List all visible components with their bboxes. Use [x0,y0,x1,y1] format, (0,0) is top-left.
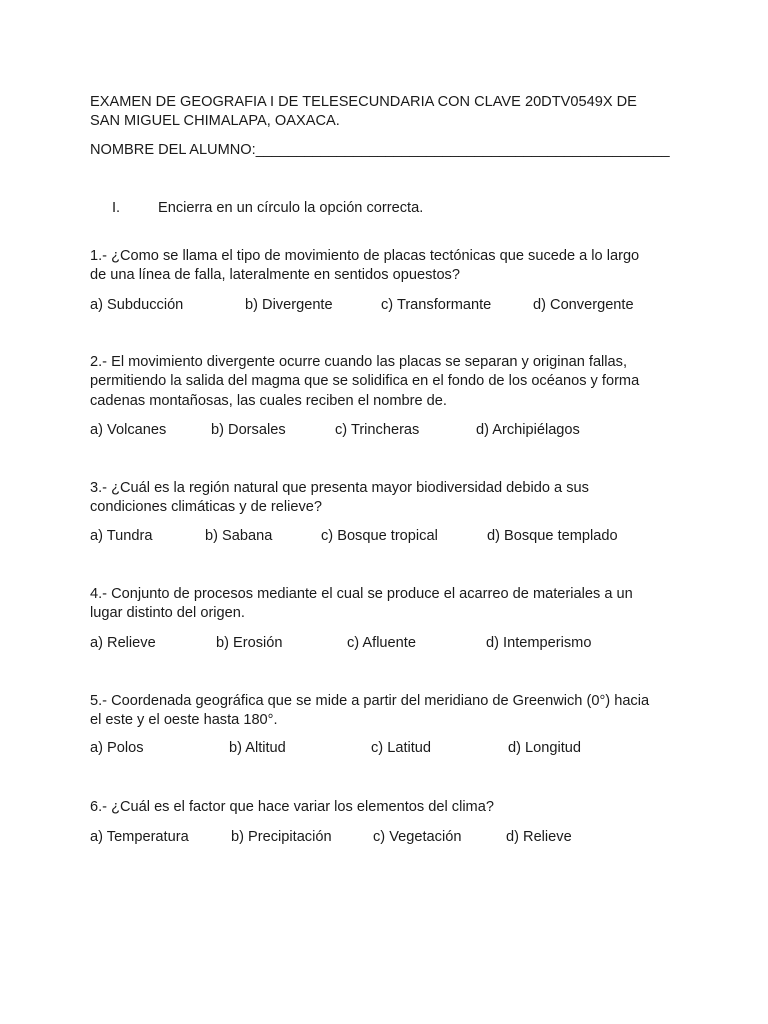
exam-title-line-2: SAN MIGUEL CHIMALAPA, OAXACA. [90,113,340,129]
question-2-option-a[interactable]: a) Volcanes [90,422,167,438]
question-6-option-b[interactable]: b) Precipitación [231,829,332,845]
question-3-line-1: 3.- ¿Cuál es la región natural que presenta mayor biodiversidad debido a sus [90,480,589,496]
question-5-option-a[interactable]: a) Polos [90,740,144,756]
question-1-option-d[interactable]: d) Convergente [533,297,634,313]
question-4-option-d[interactable]: d) Intemperismo [486,635,592,651]
question-2-line-2: permitiendo la salida del magma que se solidifica en el fondo de los océanos y forma [90,373,640,389]
question-3-line-2: condiciones climáticas y de relieve? [90,499,322,515]
section-instruction: Encierra en un círculo la opción correcta. [158,200,424,216]
question-1-line-1: 1.- ¿Como se llama el tipo de movimiento de placas tectónicas que sucede a lo largo [90,248,640,264]
section-numeral: I. [112,200,121,216]
question-6-line-1: 6.- ¿Cuál es el factor que hace variar los elementos del clima? [90,799,494,815]
question-3-options [90,527,690,546]
student-name-field: NOMBRE DEL ALUMNO:___________________________________________________ [90,142,670,158]
question-2-line-1: 2.- El movimiento divergente ocurre cuando las placas se separan y originan fallas, [90,354,628,370]
question-5-line-1: 5.- Coordenada geográfica que se mide a partir del meridiano de Greenwich (0°) hacia [90,693,650,709]
question-3-option-c[interactable]: c) Bosque tropical [321,528,438,544]
question-4-option-c[interactable]: c) Afluente [347,635,416,651]
question-5-options [90,739,690,758]
question-3-option-b[interactable]: b) Sabana [205,528,273,544]
question-5-line-2: el este y el oeste hasta 180°. [90,712,278,728]
question-2-option-b[interactable]: b) Dorsales [211,422,286,438]
question-3-option-a[interactable]: a) Tundra [90,528,153,544]
question-1-line-2: de una línea de falla, lateralmente en sentidos opuestos? [90,267,460,283]
question-1-option-b[interactable]: b) Divergente [245,297,333,313]
question-6-option-d[interactable]: d) Relieve [506,829,572,845]
section-heading [90,199,690,218]
question-2-line-3: cadenas montañosas, las cuales reciben el nombre de. [90,393,447,409]
question-3-option-d[interactable]: d) Bosque templado [487,528,618,544]
question-2-option-d[interactable]: d) Archipiélagos [476,422,580,438]
question-4-option-b[interactable]: b) Erosión [216,635,283,651]
question-2-options [90,421,690,440]
question-6-option-c[interactable]: c) Vegetación [373,829,462,845]
question-1-option-c[interactable]: c) Transformante [381,297,492,313]
question-4-line-1: 4.- Conjunto de procesos mediante el cual se produce el acarreo de materiales a un [90,586,633,602]
question-6-options [90,828,690,847]
question-1-option-a[interactable]: a) Subducción [90,297,184,313]
exam-title-line-1: EXAMEN DE GEOGRAFIA I DE TELESECUNDARIA CON CLAVE 20DTV0549X DE [90,94,637,110]
question-4-line-2: lugar distinto del origen. [90,605,245,621]
question-4-options [90,634,690,653]
question-5-option-c[interactable]: c) Latitud [371,740,432,756]
question-5-option-d[interactable]: d) Longitud [508,740,582,756]
question-1-options [90,296,690,315]
question-5-option-b[interactable]: b) Altitud [229,740,286,756]
question-4-option-a[interactable]: a) Relieve [90,635,156,651]
question-2-option-c[interactable]: c) Trincheras [335,422,420,438]
question-6-option-a[interactable]: a) Temperatura [90,829,189,845]
